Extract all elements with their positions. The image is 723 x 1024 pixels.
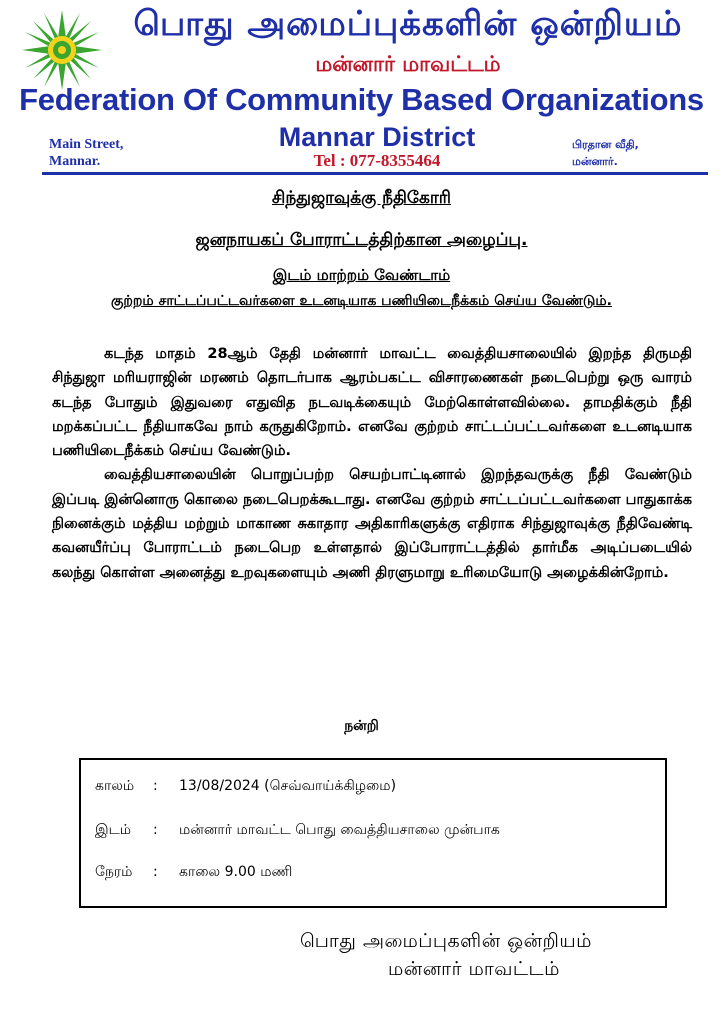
detail-row-time: [95, 864, 292, 882]
detail-separator: :: [153, 822, 158, 838]
detail-separator: :: [153, 778, 158, 794]
detail-label: காலம்: [95, 778, 135, 794]
signature-district: மன்னார் மாவட்டம்: [388, 958, 560, 980]
address-tamil: [572, 136, 639, 170]
detail-label: நேரம்: [95, 864, 133, 880]
body-paragraph: கடந்த மாதம் 28ஆம் தேதி மன்னார் மாவட்ட வைத்தியசாலையில் இறந்த திருமதி சிந்துஜா மரியராஜின் மரணம் தொடர்பாக ஆரம்பகட்ட விசாரணைகள் நடைபெற்று ஒரு வாரம் கடந்த போதும் இதுவரை எதுவித நடவடிக்கையும் மேற்கொள்ளவில்லை. தாமதிக்கும் நீதி மறக்கப்பட்ட நீதியாகவே நாம் கருதுகிறோம். எனவே குற்றம் சாட்டப்பட்டவர்களை உடனடியாக பணியிடைநீக்கம் செய்ய வேண்டும்.: [52, 346, 692, 460]
detail-row-venue: [95, 822, 500, 840]
detail-value: காலை 9.00 மணி: [179, 864, 293, 880]
org-subtitle-tamil: மன்னார் மாவட்டம்: [315, 52, 501, 76]
detail-value: மன்னார் மாவட்ட பொது வைத்தியசாலை முன்பாக: [179, 822, 500, 838]
detail-separator: :: [153, 864, 158, 880]
letterhead: [0, 0, 723, 178]
address-line: மன்னார்.: [572, 155, 618, 168]
signature-org: பொது அமைப்புகளின் ஒன்றியம்: [300, 930, 592, 952]
header-divider: [42, 172, 708, 175]
detail-value: 13/08/2024 (செவ்வாய்க்கிழமை): [179, 778, 397, 794]
address-line: Mannar.: [49, 154, 101, 169]
letter-body: [52, 342, 692, 585]
address-line: Main Street,: [49, 137, 124, 152]
sunburst-logo: [20, 8, 104, 92]
telephone: Tel : 077-8355464: [313, 151, 441, 170]
district-name: Mannar District: [278, 122, 476, 152]
org-title-tamil: பொது அமைப்புக்களின் ஒன்றியம்: [133, 4, 683, 44]
detail-label: இடம்: [95, 822, 132, 838]
thanks-text: நன்றி: [344, 718, 379, 734]
heading-no-transfer: இடம் மாற்றம் வேண்டாம்: [272, 266, 451, 284]
address-line: பிரதான வீதி,: [572, 138, 639, 151]
heading-call-to-protest: ஜனநாயகப் போராட்டத்திற்கான அழைப்பு.: [195, 230, 528, 250]
heading-suspend-demand: குற்றம் சாட்டப்பட்டவர்களை உடனடியாக பணியிடைநீக்கம் செய்ய வேண்டும்.: [111, 293, 612, 309]
heading-justice: சிந்துஜாவுக்கு நீதிகோரி: [272, 188, 451, 208]
org-title-english: Federation Of Community Based Organizations: [19, 82, 704, 117]
event-details-box: [79, 758, 667, 908]
detail-row-date: [95, 778, 396, 796]
body-paragraph: வைத்தியசாலையின் பொறுப்பற்ற செயற்பாட்டினால் இறந்தவருக்கு நீதி வேண்டும் இப்படி இன்னொரு கொலை நடைபெறக்கூடாது. எனவே குற்றம் சாட்டப்பட்டவர்களை பாதுகாக்க நினைக்கும் மத்திய மற்றும் மாகாண சுகாதார அதிகாரிகளுக்கு எதிராக சிந்துஜாவுக்கு நீதிவேண்டி கவனயீர்ப்பு போராட்டம் நடைபெற உள்ளதால் இப்போராட்டத்தில் தார்மீக அடிப்படையில் கலந்து கொள்ள அனைத்து உறவுகளையும் அணி திரளுமாறு உரிமையோடு அழைக்கின்றோம்.: [52, 467, 692, 581]
address-english: [49, 136, 123, 170]
